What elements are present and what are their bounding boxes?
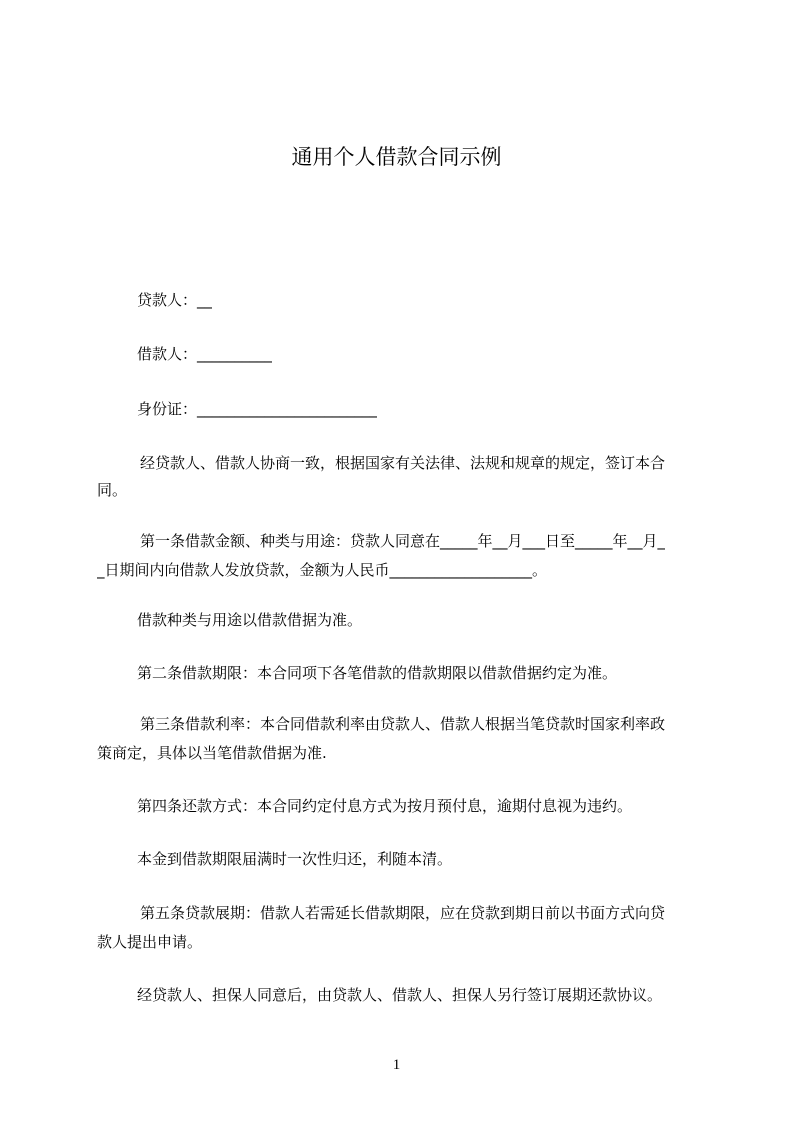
borrower-field: 借款人：__________ [137,345,273,363]
lender-field: 贷款人：__ [137,291,213,309]
paragraph-line: 第三条借款利率：本合同借款利率由贷款人、借款人根据当笔贷款时国家利率政 [140,715,666,733]
paragraph-line: 第五条贷款展期：借款人若需延长借款期限，应在贷款到期日前以书面方式向贷 [140,904,666,922]
paragraph-line: 策商定，具体以当笔借款借据为准. [97,744,327,762]
paragraph-line: 同。 [97,481,128,499]
paragraph-line: 款人提出申请。 [97,933,203,951]
paragraph-line: 借款种类与用途以借款借据为准。 [137,611,363,629]
document-title: 通用个人借款合同示例 [291,145,502,169]
paragraph-line: 第二条借款期限：本合同项下各笔借款的借款期限以借款借据约定为准。 [137,664,618,682]
page-number: 1 [392,1057,401,1073]
paragraph-line: _日期间内向借款人发放贷款，金额为人民币___________________。 [97,561,548,579]
paragraph-line: 第一条借款金额、种类与用途：贷款人同意在_____年__月___日至_____年__月_ [140,532,666,550]
paragraph-line: 本金到借款期限届满时一次性归还，利随本清。 [137,850,453,868]
paragraph-line: 经贷款人、担保人同意后，由贷款人、借款人、担保人另行签订展期还款协议。 [137,986,663,1004]
paragraph-line: 经贷款人、借款人协商一致，根据国家有关法律、法规和规章的规定，签订本合 [140,454,666,472]
paragraph-line: 第四条还款方式：本合同约定付息方式为按月预付息，逾期付息视为违约。 [137,797,633,815]
id-card-field: 身份证：________________________ [137,400,378,418]
